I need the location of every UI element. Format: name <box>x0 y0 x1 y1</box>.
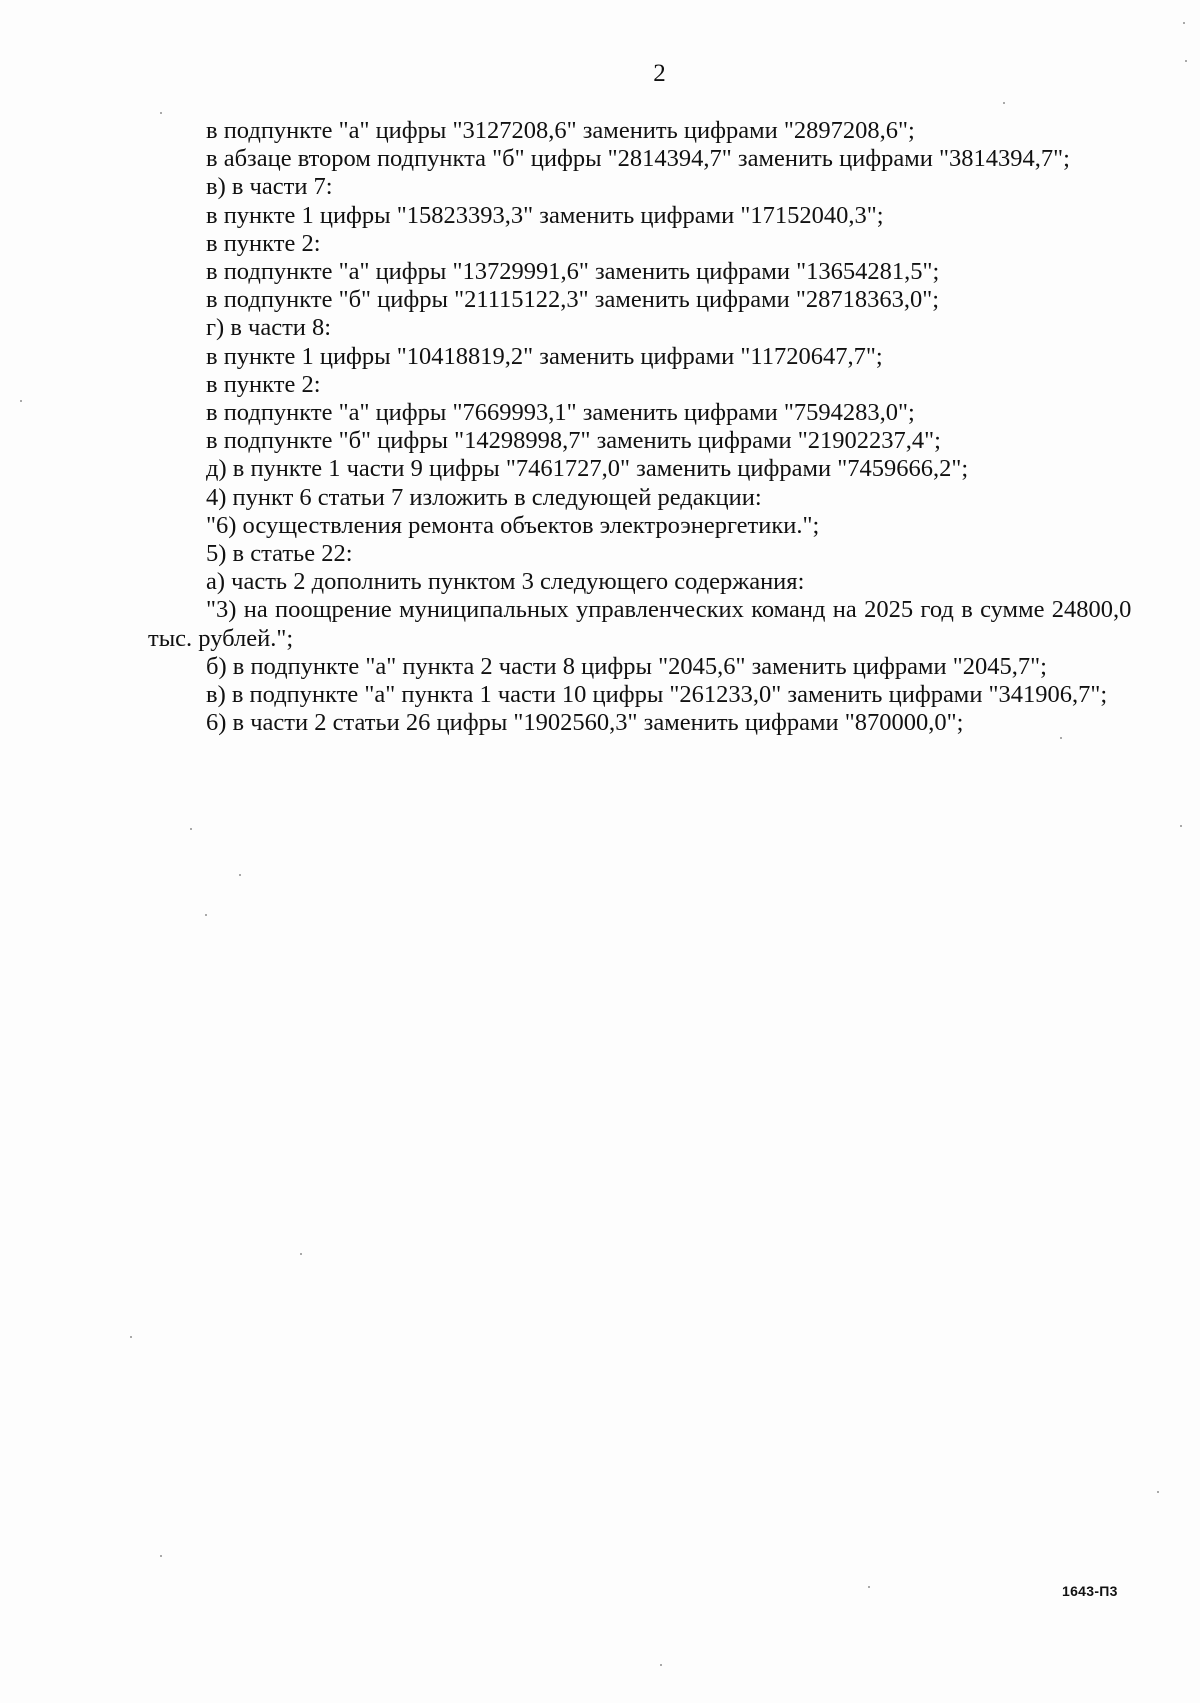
document-body <box>148 117 1132 737</box>
text-line: в пункте 2: <box>206 370 321 398</box>
scan-speck <box>1183 22 1185 24</box>
text-line: г) в части 8: <box>206 314 332 342</box>
text-line: 4) пункт 6 статьи 7 изложить в следующей редакции: <box>206 483 762 511</box>
text-line: в подпункте "а" цифры "7669993,1" заменить цифрами "7594283,0"; <box>206 399 915 427</box>
scan-speck <box>1157 1491 1159 1493</box>
scan-speck <box>205 914 207 916</box>
text-line: в подпункте "б" цифры "21115122,3" заменить цифрами "28718363,0"; <box>206 286 940 314</box>
scan-speck <box>1185 60 1187 62</box>
text-line: 6) в части 2 статьи 26 цифры "1902560,3" заменить цифрами "870000,0"; <box>206 709 964 737</box>
text-line: в пункте 1 цифры "15823393,3" заменить цифрами "17152040,3"; <box>206 201 884 229</box>
text-line: в подпункте "б" цифры "14298998,7" заменить цифрами "21902237,4"; <box>206 427 941 455</box>
wrapped-paragraph-continuation: тыс. рублей."; <box>148 624 294 652</box>
text-line: в абзаце втором подпункта "б" цифры "2814394,7" заменить цифрами "3814394,7"; <box>206 145 1070 173</box>
scan-speck <box>130 1336 132 1338</box>
scan-speck <box>160 112 162 114</box>
text-line: в) в части 7: <box>206 173 333 201</box>
scan-speck <box>190 828 192 830</box>
text-line: "6) осуществления ремонта объектов электроэнергетики."; <box>206 511 820 539</box>
scan-speck <box>1060 737 1062 739</box>
text-line: в пункте 2: <box>206 229 321 257</box>
text-line: в пункте 1 цифры "10418819,2" заменить цифрами "11720647,7"; <box>206 342 883 370</box>
scan-speck <box>160 1555 162 1557</box>
scan-speck <box>239 874 241 876</box>
wrapped-paragraph-first-line: "3) на поощрение муниципальных управленческих команд на 2025 год в сумме 24800,0 <box>206 596 1132 624</box>
scan-speck <box>20 400 22 402</box>
document-code: 1643-П3 <box>1062 1583 1118 1599</box>
text-line: в) в подпункте "а" пункта 1 части 10 цифры "261233,0" заменить цифрами "341906,7"; <box>206 681 1108 709</box>
scan-speck <box>660 1664 662 1666</box>
text-line: в подпункте "а" цифры "13729991,6" заменить цифрами "13654281,5"; <box>206 258 940 286</box>
scan-speck <box>1180 825 1182 827</box>
page-number: 2 <box>653 60 667 87</box>
text-line: а) часть 2 дополнить пунктом 3 следующего содержания: <box>206 568 805 596</box>
scan-speck <box>1003 102 1005 104</box>
scan-speck <box>868 1586 870 1588</box>
text-line: д) в пункте 1 части 9 цифры "7461727,0" заменить цифрами "7459666,2"; <box>206 455 969 483</box>
text-line: 5) в статье 22: <box>206 540 353 568</box>
text-line: в подпункте "а" цифры "3127208,6" заменить цифрами "2897208,6"; <box>206 117 915 144</box>
scan-speck <box>300 1253 302 1255</box>
text-line: б) в подпункте "а" пункта 2 части 8 цифры "2045,6" заменить цифрами "2045,7"; <box>206 652 1047 680</box>
